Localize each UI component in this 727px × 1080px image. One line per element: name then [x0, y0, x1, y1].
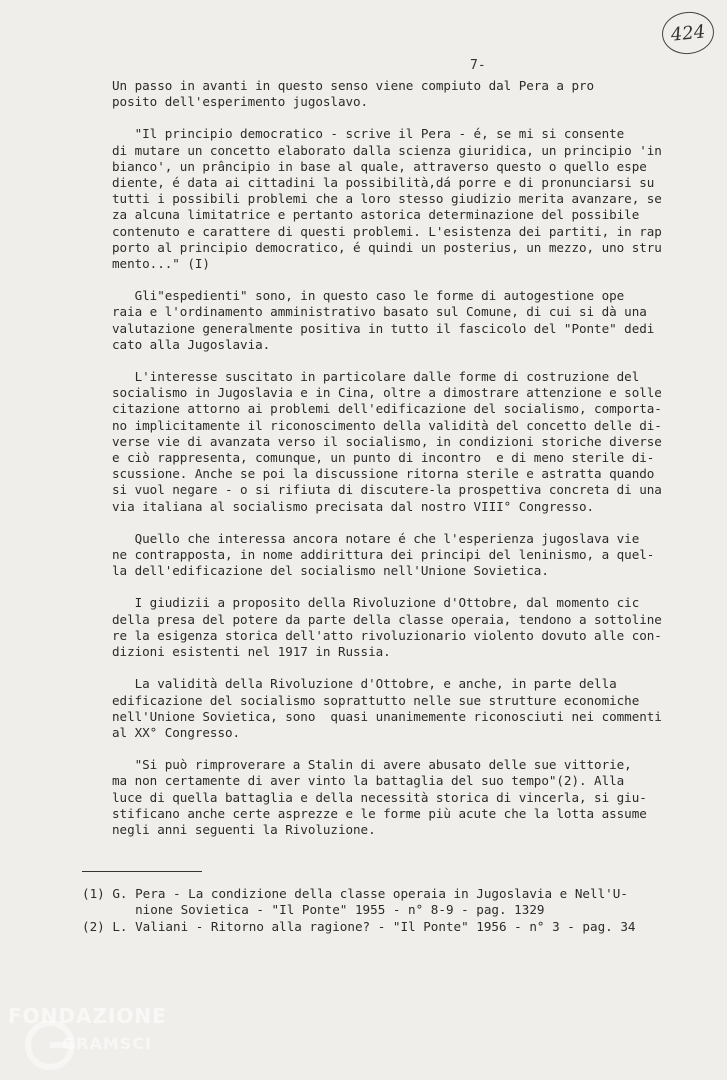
footnote-line: (2) L. Valiani - Ritorno alla ragione? - "Il Ponte" 1956 - n° 3 - pag. 34 — [82, 918, 636, 934]
paragraph-gap — [112, 353, 718, 369]
footnote-line: nione Sovietica - "Il Ponte" 1955 - n° 8-9 - pag. 1329 — [82, 902, 545, 918]
paragraph-gap — [112, 110, 718, 126]
text-line: si vuol negare - o si rifiuta di discutere-la prospettiva concreta di una — [112, 482, 662, 498]
text-line: tutti i possibili problemi che a loro stesso giudizio merita avanzare, se — [112, 191, 662, 207]
text-line: ne contrapposta, in nome addirittura dei principi del leninismo, a quel- — [112, 547, 655, 563]
text-line: L'interesse suscitato in particolare dalle forme di costruzione del — [112, 369, 640, 385]
paragraph-gap — [112, 515, 718, 531]
text-line: citazione attorno ai problemi dell'edificazione del socialismo, comporta- — [112, 401, 662, 417]
page-number: 7- — [470, 58, 486, 73]
text-line: za alcuna limitatrice e pertanto astorica determinazione del possibile — [112, 207, 640, 223]
watermark-line2: GRAMSCI — [62, 1034, 152, 1053]
text-line: Quello che interessa ancora notare é che l'esperienza jugoslava vie — [112, 530, 640, 546]
text-line: re la esigenza storica dell'atto rivoluzionario violento dovuto alle con- — [112, 627, 662, 643]
text-line: valutazione generalmente positiva in tutto il fascicolo del "Ponte" dedi — [112, 320, 655, 336]
text-line: mento..." (I) — [112, 256, 210, 272]
footnote-rule — [82, 871, 202, 872]
paragraph-gap — [112, 272, 718, 288]
text-line: scussione. Anche se poi la discussione ritorna sterile e astratta quando — [112, 466, 655, 482]
footnote-line: (1) G. Pera - La condizione della classe operaia in Jugoslavia e Nell'U- — [82, 886, 628, 901]
text-line: al XX° Congresso. — [112, 724, 241, 740]
archive-number-stamp: 424 — [660, 9, 716, 56]
paragraph-gap — [112, 660, 718, 676]
text-line: Gli"espedienti" sono, in questo caso le forme di autogestione ope — [112, 288, 625, 304]
body-text — [112, 78, 718, 838]
text-line: la dell'edificazione del socialismo nell'Unione Sovietica. — [112, 563, 549, 579]
watermark-line1: FONDAZIONE — [8, 1004, 167, 1028]
text-line: cato alla Jugoslavia. — [112, 336, 271, 352]
text-line: dizioni esistenti nel 1917 in Russia. — [112, 644, 391, 660]
text-line: "Il principio democratico - scrive il Pera - é, se mi si consente — [112, 126, 625, 142]
text-line: contenuto e carattere di questi problemi. L'esistenza dei partiti, in rap — [112, 223, 662, 239]
text-line: no implicitamente il riconoscimento della validità del concetto delle di- — [112, 417, 662, 433]
text-line: posito dell'esperimento jugoslavo. — [112, 94, 369, 110]
text-line: e ciò rappresenta, comunque, un punto di incontro e di meno sterile di- — [112, 450, 655, 466]
text-line: porto al principio democratico, é quindi un posterius, un mezzo, uno stru — [112, 239, 662, 255]
text-line: verse vie di avanzata verso il socialismo, in condizioni storiche diverse — [112, 433, 662, 449]
text-line: Un passo in avanti in questo senso viene compiuto dal Pera a pro — [112, 78, 595, 93]
text-line: socialismo in Jugoslavia e in Cina, oltre a dimostrare attenzione e solle — [112, 385, 662, 401]
text-line: via italiana al socialismo precisata dal nostro VIII° Congresso. — [112, 498, 595, 514]
text-line: La validità della Rivoluzione d'Ottobre, e anche, in parte della — [112, 676, 617, 692]
text-line: diente, é data ai cittadini la possibilità,dá porre e di pronunciarsi su — [112, 175, 655, 191]
text-line: luce di quella battaglia e della necessità storica di vincerla, si giu- — [112, 789, 647, 805]
text-line: negli anni seguenti la Rivoluzione. — [112, 821, 376, 837]
text-line: di mutare un concetto elaborato dalla scienza giuridica, un principio 'in — [112, 142, 662, 158]
paragraph-gap — [112, 579, 718, 595]
footnotes — [82, 886, 722, 935]
text-line: edificazione del socialismo soprattutto nelle sue strutture economiche — [112, 692, 640, 708]
text-line: stificano anche certe asprezze e le forme più acute che la lotta assume — [112, 805, 647, 821]
paragraph-gap — [112, 741, 718, 757]
text-line: "Si può rimproverare a Stalin di avere abusato delle sue vittorie, — [112, 757, 632, 773]
text-line: I giudizii a proposito della Rivoluzione d'Ottobre, dal momento cic — [112, 595, 640, 611]
text-line: nell'Unione Sovietica, sono quasi unanimemente riconosciuti nei commenti — [112, 708, 662, 724]
text-line: della presa del potere da parte della classe operaia, tendono a sottoline — [112, 611, 662, 627]
text-line: ma non certamente di aver vinto la battaglia del suo tempo"(2). Alla — [112, 773, 625, 789]
text-line: bianco', un prâncipio in base al quale, attraverso questo o quello espe — [112, 158, 647, 174]
text-line: raia e l'ordinamento amministrativo basato sul Comune, di cui si dà una — [112, 304, 647, 320]
